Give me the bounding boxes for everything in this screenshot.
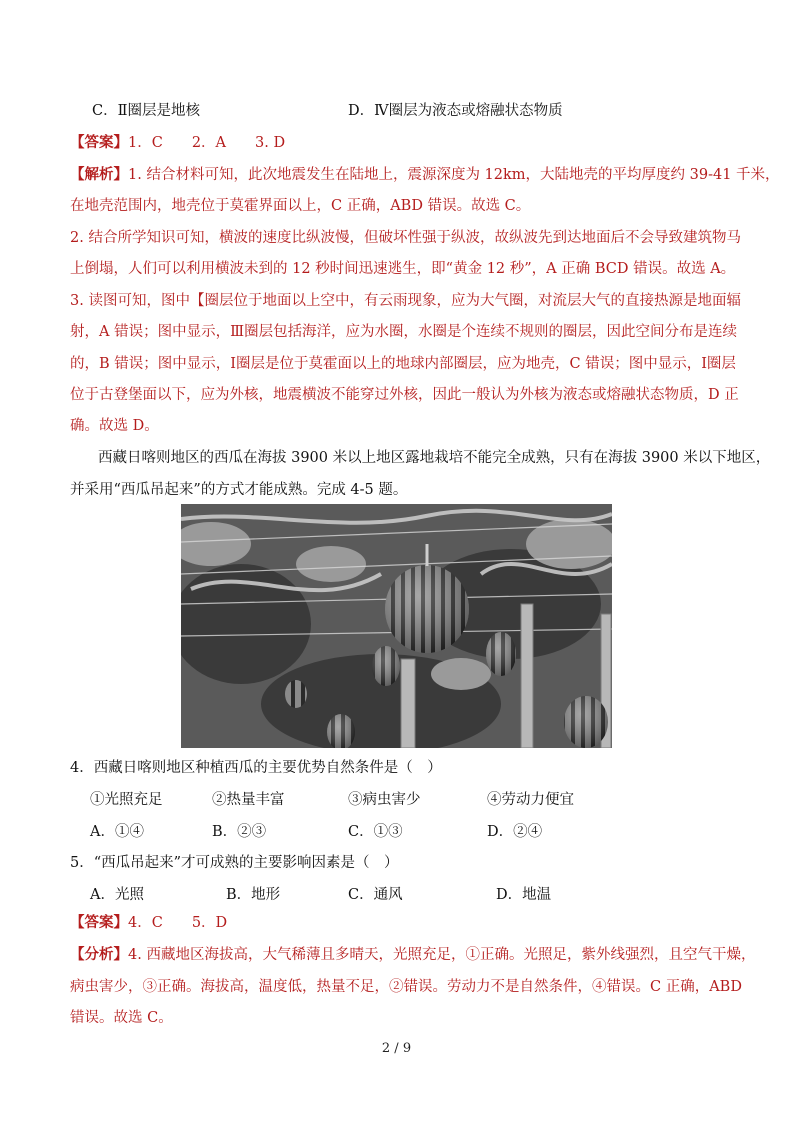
analysis-line-2: 2. 结合所学知识可知，横波的速度比纵波慢，但破坏性强于纵波，故纵波先到达地面后不会导致建筑物马 — [70, 230, 741, 246]
q3-option-d: D．Ⅳ圈层为液态或熔融状态物质 — [348, 103, 563, 119]
intro-line-2: 并采用“西瓜吊起来”的方式才能成熟。完成 4-5 题。 — [70, 482, 408, 498]
answer-tag-2: 【答案】 — [70, 914, 128, 931]
analysis-line-3: 上倒塌，人们可以利用横波未到的 12 秒时间迅速逃生，即“黄金 12 秒”，A 正确 BCD 错误。故选 A。 — [70, 261, 736, 277]
q5-option-b: B．地形 — [226, 887, 281, 903]
intro-line-1: 西藏日喀则地区的西瓜在海拔 3900 米以上地区露地栽培不能完全成熟，只有在海拔 3900 米以下地区， — [98, 450, 771, 466]
q4-item-4: ④劳动力便宜 — [487, 792, 574, 808]
q5-stem: 5．“西瓜吊起来”才可成熟的主要影响因素是（ ） — [70, 855, 399, 871]
q5-option-a: A．光照 — [90, 887, 144, 903]
q4-item-3: ③病虫害少 — [348, 792, 421, 808]
q4-option-a: A．①④ — [90, 824, 144, 840]
analysis2-line-2: 错误。故选 C。 — [70, 1010, 173, 1026]
analysis-line-8: 确。故选 D。 — [70, 418, 159, 434]
q4-item-2: ②热量丰富 — [212, 792, 285, 808]
analysis-line-0: 【解析】1. 结合材料可知，此次地震发生在陆地上，震源深度为 12km，大陆地壳的平均厚度约 39-41 千米， — [70, 166, 780, 183]
q4-stem: 4．西藏日喀则地区种植西瓜的主要优势自然条件是（ ） — [70, 760, 442, 776]
q4-item-1: ①光照充足 — [90, 792, 163, 808]
analysis-line-6: 的，B 错误；图中显示，Ⅰ圈层是位于莫霍面以上的地球内部圈层，应为地壳，C 错误；图中显示，Ⅰ圈层 — [70, 356, 736, 372]
analysis-tag-2: 【分析】 — [70, 946, 128, 963]
answer-text: 1．C 2．A 3. D — [128, 135, 286, 151]
q4-option-c: C．①③ — [348, 824, 403, 840]
q4-option-d: D．②④ — [487, 824, 543, 840]
q4-option-b: B．②③ — [212, 824, 267, 840]
answer-line-2 — [70, 913, 227, 933]
q5-option-c: C．通风 — [348, 887, 403, 903]
answer-tag: 【答案】 — [70, 134, 128, 151]
analysis2-line-1: 病虫害少，③正确。海拔高，温度低，热量不足，②错误。劳动力不是自然条件，④错误。C 正确，ABD — [70, 979, 742, 995]
answer-line-1 — [70, 133, 285, 153]
answer-text-2: 4．C 5．D — [128, 915, 228, 931]
page-number: 2 / 9 — [381, 1041, 412, 1056]
analysis2-line-0: 【分析】4. 西藏地区海拔高，大气稀薄且多晴天，光照充足，①正确。光照足，紫外线强烈，且空气干燥， — [70, 946, 756, 963]
analysis-line-5: 射，A 错误；图中显示，Ⅲ圈层包括海洋，应为水圈，水圈是个连续不规则的圈层，因此空间分布是连续 — [70, 324, 738, 340]
q5-option-d: D．地温 — [496, 887, 552, 903]
q3-option-c: C．Ⅱ圈层是地核 — [92, 103, 200, 119]
analysis-line-1: 在地壳范围内，地壳位于莫霍界面以上，C 正确，ABD 错误。故选 C。 — [70, 198, 531, 214]
analysis-line-7: 位于古登堡面以下，应为外核，地震横波不能穿过外核，因此一般认为外核为液态或熔融状态物质，D 正 — [70, 387, 739, 403]
watermelon-photo — [181, 504, 612, 748]
analysis-tag: 【解析】 — [70, 166, 128, 183]
analysis-line-4: 3. 读图可知，图中【圈层位于地面以上空中，有云雨现象，应为大气圈，对流层大气的直接热源是地面辐 — [70, 293, 741, 309]
